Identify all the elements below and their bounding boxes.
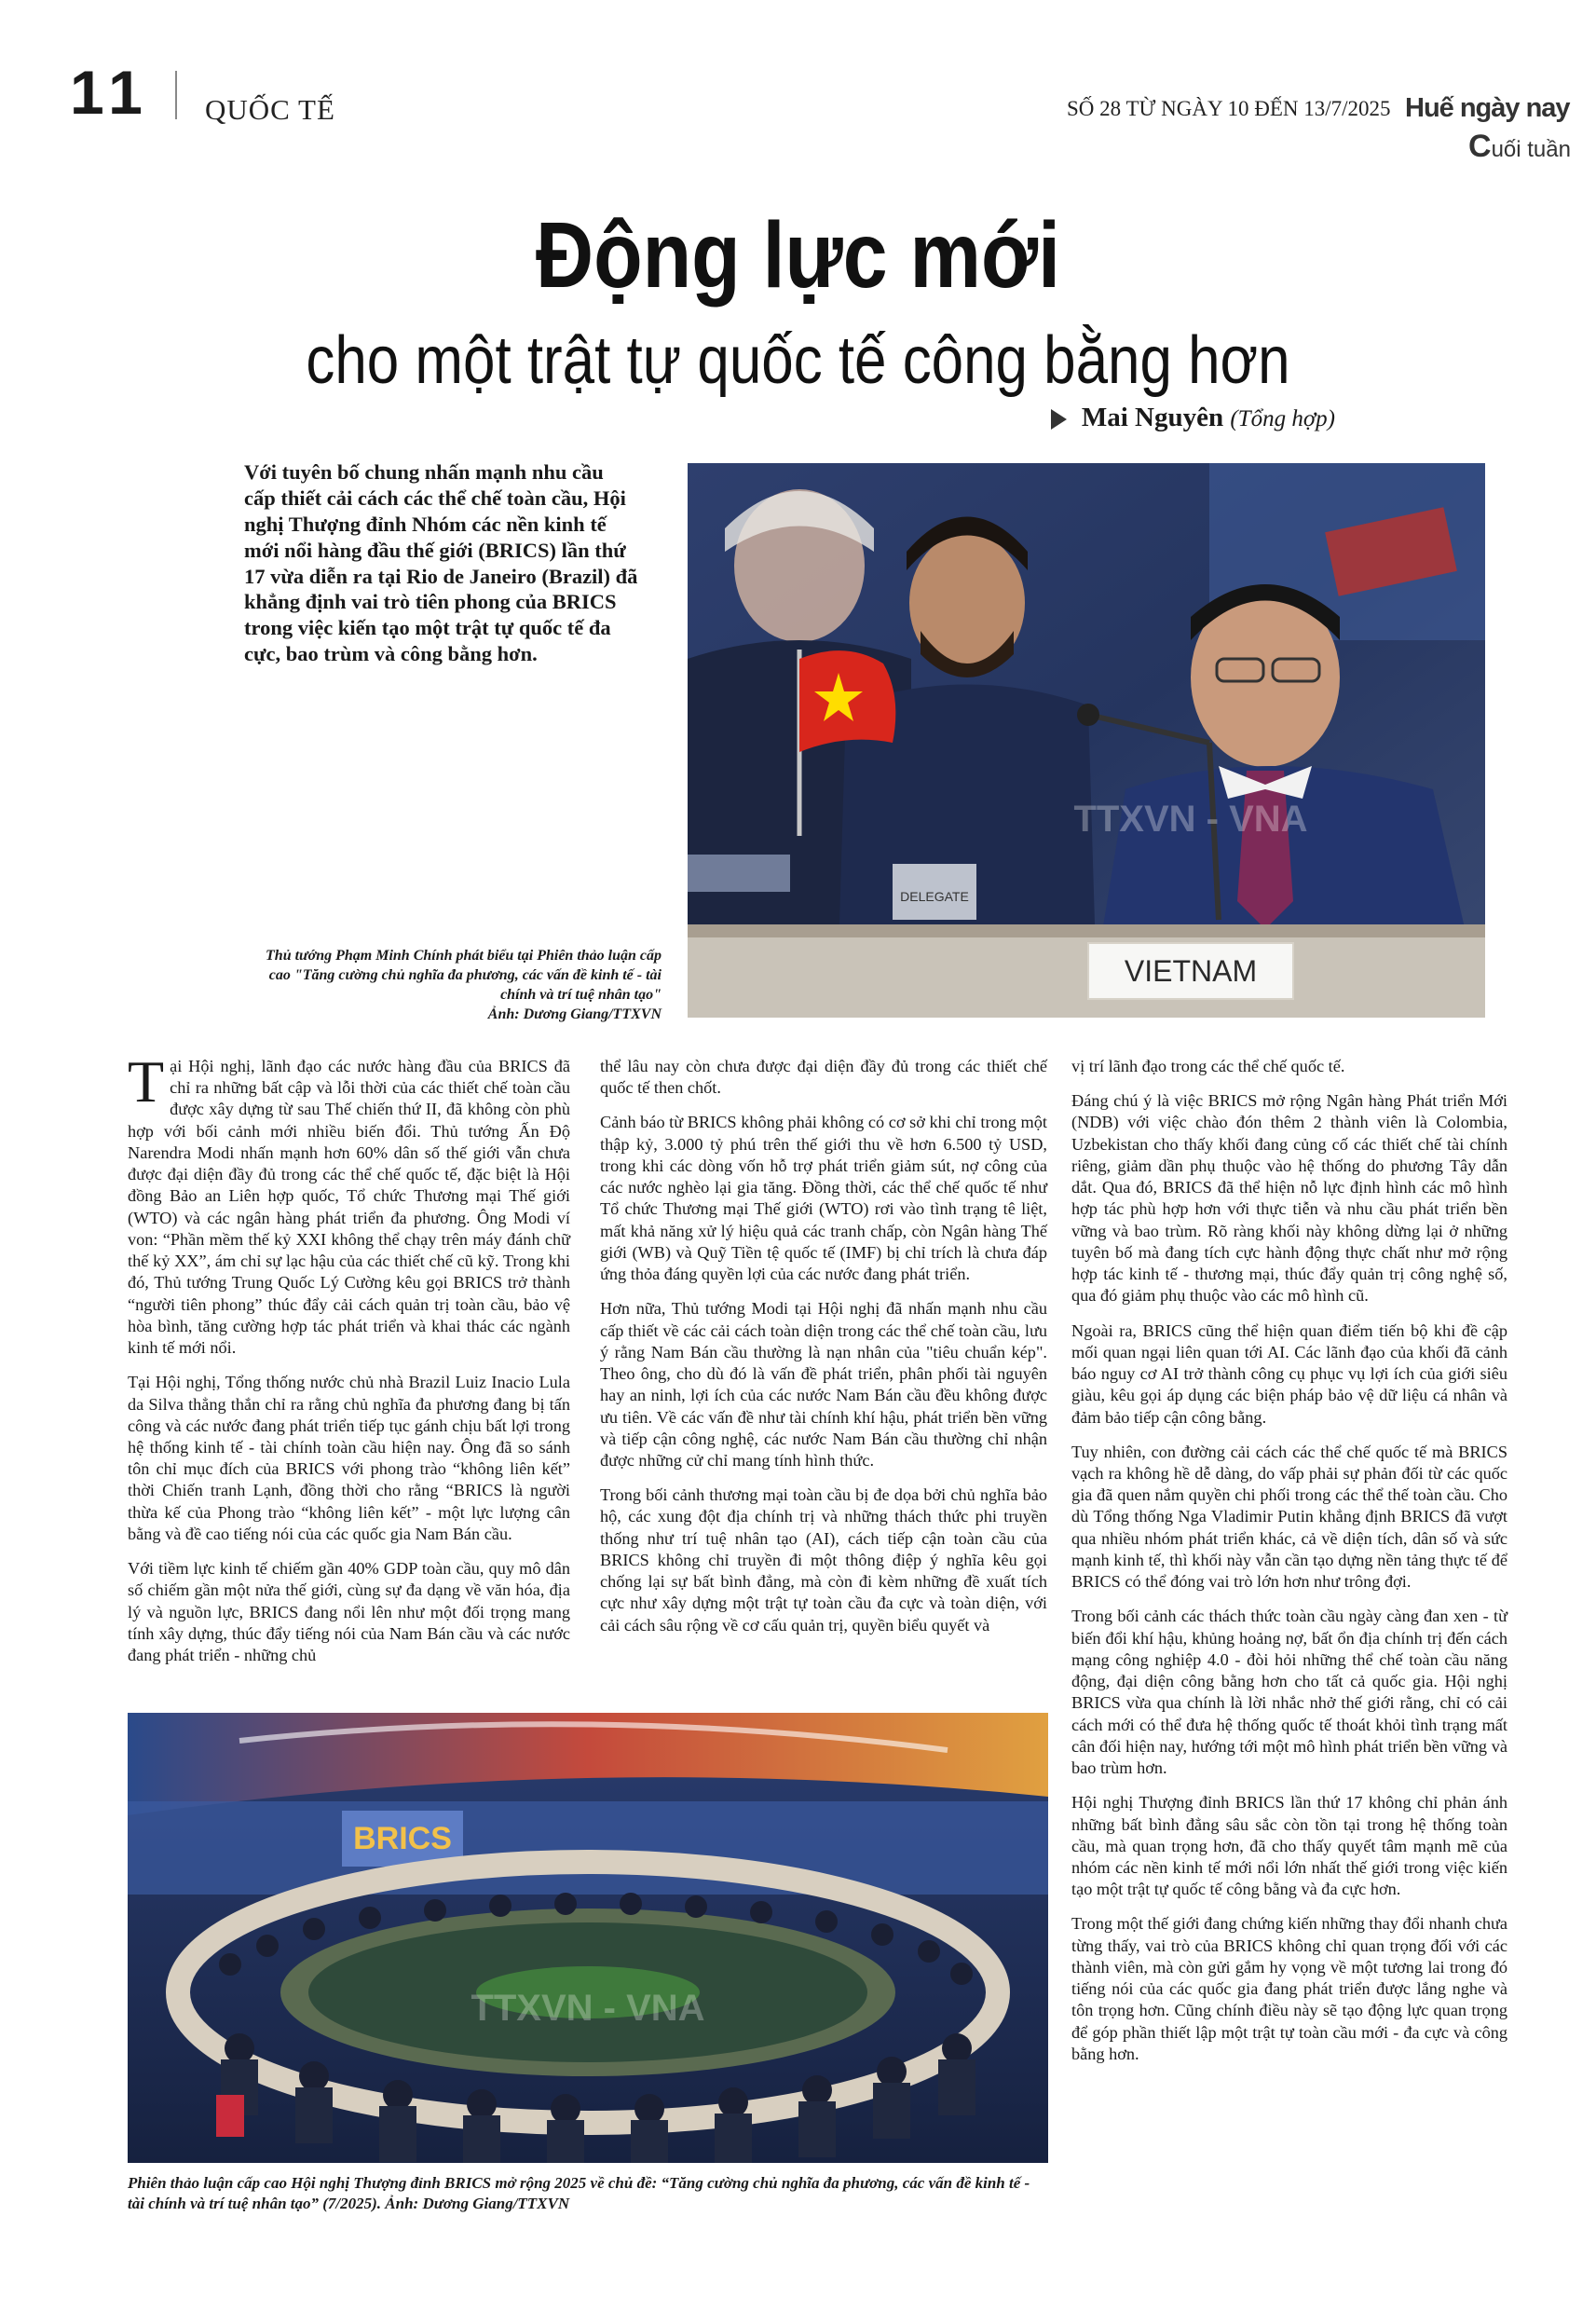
lead-paragraph: Với tuyên bố chung nhấn mạnh nhu cầu cấp thiết cải cách các thể chế toàn cầu, Hội nghị Thượng đỉnh Nhóm các nền kinh tế mới nổi hàng đầu thế giới (BRICS) lần thứ 17 vừa diễn ra tại Rio de Janeiro (Brazil) đã khẳng định vai trò tiên phong của BRICS trong việc kiến tạo một trật tự quốc tế đa cực, bao trùm và công bằng hơn. xyxy=(244,460,638,666)
play-triangle-icon xyxy=(1051,409,1067,430)
logo-sub-text: uối tuần xyxy=(1491,137,1571,162)
brics-banner-text: BRICS xyxy=(353,1821,452,1856)
body-column-3 xyxy=(1071,1056,1507,2078)
photo1-credit: Ảnh: Dương Giang/TTXVN xyxy=(487,1006,662,1023)
logo-initial: C xyxy=(1468,129,1492,164)
body-paragraph: Trong bối cảnh các thách thức toàn cầu ngày càng đan xen - từ biến đổi khí hậu, khủng hoảng nợ, bất ổn địa chính trị đến cách mạng công nghiệp 4.0 - đòi hỏi những thể chế toàn cầu năng động, đại diện công bằng hơn cho tất cả quốc gia. Hội nghị BRICS vừa qua chính là lời nhắc nhở thế giới rằng, chỉ có cải cách mới có thể đưa hệ thống quốc tế thoát khỏi tình trạng mất cân đối hiện nay, hướng tới một mô hình phát triển bền vững và bao trùm hơn. xyxy=(1071,1607,1507,1778)
byline xyxy=(1051,403,1335,433)
paragraph-text: ại Hội nghị, lãnh đạo các nước hàng đầu của BRICS đã chỉ ra những bất cập và lỗi thời của các thiết chế toàn cầu được xây dựng từ sau Thế chiến thứ II, đã không còn phù hợp với bối cảnh mới nhiều biến đổi. Thủ tướng Ấn Độ Narendra Modi nhấn mạnh hơn 60% dân số thế giới vẫn chưa được đại diện đầy đủ trong các thể chế quốc tế, đặc biệt là Hội đồng Bảo an Liên hợp quốc, Tổ chức Thương mại Thế giới (WTO) và các ngân hàng phát triển đa phương. Ông Modi ví von: “Phần mềm thế kỷ XXI không thể chạy trên máy đánh chữ thế kỷ XX”, ám chỉ sự lạc hậu của các thiết chế cũ kỹ. Trong khi đó, Thủ tướng Trung Quốc Lý Cường kêu gọi BRICS trở thành “người tiên phong” thúc đẩy cải cách quản trị toàn cầu, bảo vệ hòa bình, tăng cường hợp tác phát triển và khai thác các ngành kinh tế mới nổi. xyxy=(128,1057,570,1358)
photo1-caption xyxy=(244,946,662,1024)
header-divider xyxy=(175,71,177,119)
author-name: Mai Nguyên xyxy=(1081,403,1224,432)
photo2-caption: Phiên thảo luận cấp cao Hội nghị Thượng đỉnh BRICS mở rộng 2025 về chủ đề: “Tăng cường chủ nghĩa đa phương, các vấn đề kinh tế - tài chính và trí tuệ nhân tạo” (7/2025). Ảnh: Dương Giang/TTXVN xyxy=(128,2174,1030,2213)
article-subtitle: cho một trật tự quốc tế công bằng hơn xyxy=(306,323,1290,398)
photo2-watermark: TTXVN - VNA xyxy=(471,1988,705,2029)
body-paragraph: Với tiềm lực kinh tế chiếm gần 40% GDP toàn cầu, quy mô dân số chiếm gần một nửa thế giới, cùng sự đa dạng về văn hóa, địa lý và nguồn lực, BRICS đang nổi lên như một đối trọng mang tính xây dựng, thúc đẩy tiếng nói của Nam Bán cầu và các nước đang phát triển - những chủ xyxy=(128,1559,570,1665)
author-note: (Tổng hợp) xyxy=(1230,406,1335,431)
body-paragraph: Hơn nữa, Thủ tướng Modi tại Hội nghị đã nhấn mạnh nhu cầu cấp thiết về các cải cách toàn diện trong các thể chế toàn cầu, lưu ý rằng Nam Bán cầu thường là nạn nhân của "tiêu chuẩn kép". Theo ông, cho dù đó là vấn đề phát triển, phân phối tài nguyên hay an ninh, lợi ích của các nước Nam Bán cầu đều không được ưu tiên. Về các vấn đề như tài chính khí hậu, phát triển bền vững và tiếp cận công nghệ, các nước Nam Bán cầu thường chỉ nhận được những cử chỉ mang tính hình thức. xyxy=(600,1299,1047,1470)
body-paragraph: Tuy nhiên, con đường cải cách các thể chế quốc tế mà BRICS vạch ra không hề dễ dàng, do vấp phải sự phản đối từ các quốc gia đã quen nắm quyền chi phối trong các thể thế toàn cầu. Cho dù Tổng thống Nga Vladimir Putin khẳng định BRICS đã vượt qua nhiều nhóm phát triển khác, cả về diện tích, dân số và sức mạnh kinh tế, thì khối này vẫn cần tạo dựng nền tảng thực tế để BRICS có thể đóng vai trò lớn hơn như trông đợi. xyxy=(1071,1442,1507,1592)
page-number: 11 xyxy=(70,58,150,127)
body-paragraph: Trong một thế giới đang chứng kiến những thay đổi nhanh chưa từng thấy, vai trò của BRICS không chỉ quan trọng đối với các thành viên, mà còn gửi gắm hy vọng về một tương lai trong đó tiếng nói của các quốc gia đang phát triển được lắng nghe và tôn trọng hơn. Cũng chính điều này sẽ tạo động lực quan trọng để góp phần thiết lập một trật tự toàn cầu mới - đa cực và công bằng hơn. xyxy=(1071,1914,1507,2063)
body-paragraph: Cảnh báo từ BRICS không phải không có cơ sở khi chỉ trong một thập kỷ, 3.000 tỷ phú trên thế giới thu về hơn 6.500 tỷ USD, trong khi các dòng vốn hỗ trợ phát triển giảm sút, nợ công của các nước nghèo lại gia tăng. Đồng thời, các thể chế quốc tế như Tổ chức Thương mại Thế giới (WTO) rơi vào tình trạng tê liệt, mất khả năng xử lý hiệu quả các tranh chấp, còn Ngân hàng Thế giới (WB) và Quỹ Tiền tệ quốc tế (IMF) bị chỉ trích là chưa đáp ứng thỏa đáng quyền lợi của các nước đang phát triển. xyxy=(600,1113,1047,1284)
nameplate-text: VIETNAM xyxy=(1124,954,1258,988)
photo-prime-minister-speaking xyxy=(688,463,1485,1018)
drop-cap: T xyxy=(128,1048,165,1115)
article-title: Động lực mới xyxy=(535,203,1060,308)
body-paragraph: Ngoài ra, BRICS cũng thể hiện quan điểm tiến bộ khi đề cập mối quan ngại liên quan tới AI. Các lãnh đạo của khối đã cảnh báo nguy cơ AI trở thành công cụ phục vụ lợi ích của giới siêu giàu, kêu gọi áp dụng các biện pháp bảo vệ dữ liệu cá nhân và đảm bảo tiếp cận công bằng. xyxy=(1071,1320,1507,1427)
body-paragraph: vị trí lãnh đạo trong các thể chế quốc tế. xyxy=(1071,1057,1345,1075)
publication-logo: Huế ngày nay xyxy=(1405,93,1570,123)
photo-summit-conference-room xyxy=(128,1713,1048,2163)
publication-logo-sub xyxy=(1468,129,1571,165)
body-paragraph: thể lâu nay còn chưa được đại diện đầy đủ trong các thiết chế quốc tế then chốt. xyxy=(600,1057,1047,1098)
photo1-watermark: TTXVN - VNA xyxy=(1073,799,1308,840)
section-label: QUỐC TẾ xyxy=(205,93,335,126)
photo1-caption-text: Thủ tướng Phạm Minh Chính phát biểu tại Phiên thảo luận cấp cao "Tăng cường chủ nghĩa đa phương, các vấn đề kinh tế - tài chính và trí tuệ nhân tạo" xyxy=(266,948,662,1004)
body-paragraph xyxy=(128,1048,570,1359)
issue-date: SỐ 28 TỪ NGÀY 10 ĐẾN 13/7/2025 xyxy=(1067,97,1391,120)
body-paragraph: Hội nghị Thượng đỉnh BRICS lần thứ 17 không chỉ phản ánh những bất bình đẳng sâu sắc còn tồn tại trong hệ thống toàn cầu, mà quan trọng hơn, đã cho thấy quyết tâm mạnh mẽ của nhóm các nền kinh tế mới nổi lớn nhất thế giới trong việc kiến tạo một trật tự quốc tế công bằng và đa cực hơn. xyxy=(1071,1793,1507,1899)
body-column-2 xyxy=(600,1056,1047,1649)
body-column-1 xyxy=(128,1048,570,1679)
body-paragraph: Trong bối cảnh thương mại toàn cầu bị đe dọa bởi chủ nghĩa bảo hộ, các xung đột địa chính trị và những thách thức phi truyền thống như trí tuệ nhân tạo (AI), cách tiếp cận toàn cầu của BRICS không chỉ truyền đi một thông điệp ý nghĩa kêu gọi chống lại sự bất bình đẳng, mà còn đi kèm những đề xuất tích cực như xây dựng một trật tự toàn cầu đa cực và toàn diện, với cải cách sâu rộng về cơ cấu quản trị, quyền biểu quyết và xyxy=(600,1485,1047,1635)
body-paragraph: Tại Hội nghị, Tổng thống nước chủ nhà Brazil Luiz Inacio Lula da Silva thẳng thắn chỉ ra rằng chủ nghĩa đa phương đang bị tấn công và các nước đang phát triển tiếp tục gánh chịu bất lợi trong hệ thống kinh tế - tài chính toàn cầu hiện nay. Ông đã so sánh tôn chỉ mục đích của BRICS với phong trào “không liên kết” thời Chiến tranh Lạnh, đồng thời cho rằng “BRICS là người thừa kế của Phong trào “không liên kết” - một lực lượng cân bằng và đề cao tiếng nói của các quốc gia Nam Bán cầu. xyxy=(128,1373,570,1543)
body-paragraph: Đáng chú ý là việc BRICS mở rộng Ngân hàng Phát triển Mới (NDB) với việc chào đón thêm 2 thành viên là Colombia, Uzbekistan cho thấy khối đang củng cố các thiết chế tài chính riêng, giảm dần phụ thuộc vào hệ thống do phương Tây dẫn dắt. Qua đó, BRICS đã thể hiện nỗ lực định hình các mô hình hợp tác phù hợp hơn với thực tiễn và nhu cầu phát triển bền vững và bao trùm. Rõ ràng khối này không dừng lại ở những tuyên bố mà đang tích cực hành động thực chất như mở rộng hợp tác kinh tế - thương mại, thúc đẩy quản trị công nghệ số, qua đó giảm phụ thuộc vào các mô hình cũ. xyxy=(1071,1091,1507,1306)
delegate-sign: DELEGATE xyxy=(900,889,969,904)
